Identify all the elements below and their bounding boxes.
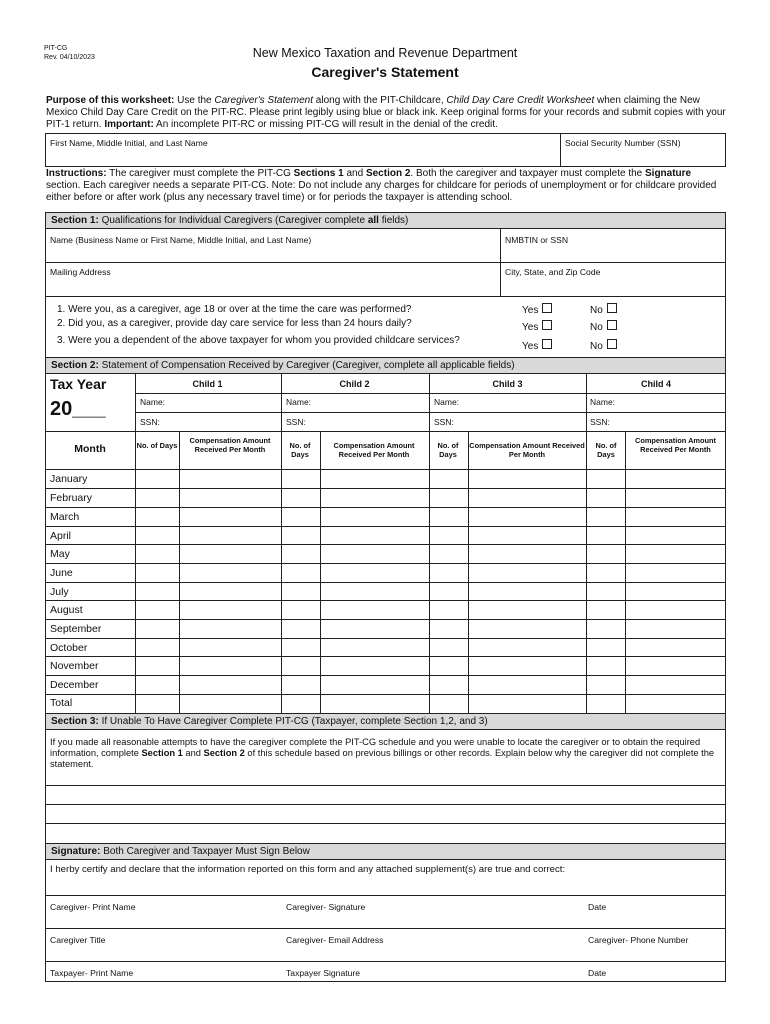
purpose-paragraph	[46, 95, 726, 131]
child-4-ssn-label: SSN:	[590, 417, 610, 427]
taxpayer-ssn-label: Social Security Number (SSN)	[565, 138, 681, 148]
taxpayer-date-field[interactable]	[588, 976, 718, 981]
signature-heading	[45, 843, 726, 860]
page-title: Caregiver's Statement	[311, 64, 459, 80]
child-3-comp-header: Compensation Amount Received Per Month	[469, 441, 585, 459]
caregiver-date-label: Date	[588, 902, 607, 912]
nmbtin-label: NMBTIN or SSN	[505, 235, 569, 245]
compensation-table-cell[interactable]	[587, 470, 625, 488]
compensation-table-cell[interactable]	[282, 470, 320, 488]
month-row: October	[50, 642, 88, 654]
section1-heading-end: fields)	[378, 215, 409, 226]
month-row: June	[50, 567, 73, 579]
revision-text: Rev. 04/10/2023	[44, 54, 95, 61]
compensation-table-cell[interactable]	[136, 620, 179, 638]
caregiver-date-field[interactable]	[588, 912, 718, 926]
child-2-comp-header: Compensation Amount Received Per Month	[333, 441, 415, 459]
child-3-days-header: No. of Days	[437, 441, 459, 459]
section3-text: If you made all reasonable attempts to have the caregiver complete the PIT-CG schedule and you were unable to locate the caregiver or to obtain the required information, complete	[50, 737, 701, 758]
taxpayer-name-label: First Name, Middle Initial, and Last Name	[50, 138, 208, 148]
compensation-table-cell[interactable]	[136, 564, 179, 582]
child-4-header: Child 4	[640, 379, 671, 389]
section3-instructions	[50, 737, 722, 770]
compensation-table-cell[interactable]	[587, 527, 625, 544]
compensation-table-cell[interactable]	[136, 583, 179, 600]
compensation-table-cell[interactable]	[282, 695, 320, 713]
month-row: November	[50, 660, 99, 672]
child-1-comp-header: Compensation Amount Received Per Month	[189, 436, 271, 454]
compensation-table-cell[interactable]	[469, 508, 586, 526]
compensation-table-cell[interactable]	[469, 620, 586, 638]
instructions-text: The caregiver must complete the PIT-CG	[106, 168, 294, 179]
compensation-table-cell[interactable]	[180, 489, 281, 507]
yes-label: Yes	[522, 322, 539, 333]
caregiver-title-field[interactable]	[50, 945, 275, 959]
explanation-line-2[interactable]	[46, 805, 725, 822]
month-header: Month	[74, 443, 106, 455]
compensation-table-cell[interactable]	[321, 508, 429, 526]
form-code-text: PIT-CG	[44, 45, 68, 52]
caregiver-print-name-field[interactable]	[50, 912, 275, 926]
no-label: No	[590, 322, 603, 333]
compensation-table-cell[interactable]	[430, 470, 468, 488]
compensation-table-cell[interactable]	[626, 508, 725, 526]
compensation-table-cell[interactable]	[282, 545, 320, 563]
compensation-table-cell[interactable]	[626, 583, 725, 600]
section1-heading	[45, 212, 726, 229]
compensation-table-cell[interactable]	[626, 564, 725, 582]
q1-yes-checkbox[interactable]	[542, 303, 552, 313]
compensation-table-cell[interactable]	[180, 620, 281, 638]
compensation-table-cell[interactable]	[587, 583, 625, 600]
compensation-table-cell[interactable]	[321, 657, 429, 675]
caregiver-signature-field[interactable]	[286, 912, 576, 926]
compensation-table-cell[interactable]	[136, 601, 179, 619]
compensation-table-cell[interactable]	[469, 583, 586, 600]
compensation-table-cell[interactable]	[430, 601, 468, 619]
compensation-table-cell[interactable]	[430, 545, 468, 563]
section1-heading-text: Qualifications for Individual Caregivers (Caregiver complete	[98, 215, 368, 226]
mailing-address-field[interactable]	[50, 279, 495, 293]
compensation-table-cell[interactable]	[321, 527, 429, 544]
compensation-table-cell[interactable]	[321, 601, 429, 619]
caregiver-email-label: Caregiver- Email Address	[286, 935, 384, 945]
compensation-table-cell[interactable]	[430, 564, 468, 582]
compensation-table-cell[interactable]	[136, 489, 179, 507]
nmbtin-field[interactable]	[505, 247, 720, 261]
compensation-table-cell[interactable]	[587, 545, 625, 563]
compensation-table-cell[interactable]	[282, 639, 320, 656]
compensation-table-cell[interactable]	[430, 676, 468, 694]
compensation-table-cell[interactable]	[180, 470, 281, 488]
signature-heading-text: Both Caregiver and Taxpayer Must Sign Below	[100, 846, 310, 857]
section3-bold: Section 2	[203, 748, 245, 758]
compensation-table-cell[interactable]	[321, 470, 429, 488]
q2-yes-checkbox[interactable]	[542, 320, 552, 330]
compensation-table-cell[interactable]	[626, 695, 725, 713]
taxpayer-signature-field[interactable]	[286, 976, 576, 981]
compensation-table-cell[interactable]	[626, 620, 725, 638]
section1-heading-bold: Section 1:	[51, 215, 99, 226]
q2-no[interactable]	[590, 320, 617, 333]
section3-heading-bold: Section 3:	[51, 716, 99, 727]
instructions-label: Instructions:	[46, 168, 107, 179]
compensation-table-cell[interactable]	[282, 657, 320, 675]
q2-yes[interactable]	[522, 320, 552, 333]
caregiver-phone-field[interactable]	[588, 945, 718, 959]
q1-no-checkbox[interactable]	[607, 303, 617, 313]
compensation-table-cell[interactable]	[626, 489, 725, 507]
compensation-table-cell[interactable]	[282, 527, 320, 544]
child-2-name-label: Name:	[286, 397, 312, 407]
caregiver-name-label: Name (Business Name or First Name, Middle Initial, and Last Name)	[50, 235, 312, 245]
compensation-table-cell[interactable]	[180, 657, 281, 675]
compensation-table-cell[interactable]	[587, 657, 625, 675]
section3-bold: Section 1	[141, 748, 183, 758]
compensation-table-cell[interactable]	[282, 508, 320, 526]
child-4-name-label: Name:	[590, 397, 616, 407]
compensation-table-cell[interactable]	[321, 639, 429, 656]
compensation-table-cell[interactable]	[282, 676, 320, 694]
compensation-table-cell[interactable]	[136, 470, 179, 488]
compensation-table-cell[interactable]	[587, 508, 625, 526]
compensation-table-cell[interactable]	[321, 583, 429, 600]
child-4-days-header: No. of Days	[595, 441, 617, 459]
yes-label: Yes	[522, 305, 539, 316]
compensation-table-cell[interactable]	[469, 470, 586, 488]
compensation-table-cell[interactable]	[587, 695, 625, 713]
taxpayer-ssn-field[interactable]	[565, 150, 720, 165]
purpose-italic: Child Day Care Credit Worksheet	[446, 95, 595, 106]
month-row: August	[50, 604, 83, 616]
month-row: July	[50, 586, 69, 598]
question-1: 1. Were you, as a caregiver, age 18 or over at the time the care was performed?	[57, 304, 412, 315]
compensation-table-cell[interactable]	[136, 527, 179, 544]
caregiver-name-field[interactable]	[50, 247, 495, 261]
q3-yes[interactable]	[522, 339, 552, 352]
instructions-paragraph	[46, 168, 728, 204]
taxpayer-print-name-field[interactable]	[50, 976, 275, 981]
compensation-table-cell[interactable]	[469, 695, 586, 713]
child-1-ssn-label: SSN:	[140, 417, 160, 427]
section1-heading-all: all	[367, 215, 379, 226]
caregiver-phone-label: Caregiver- Phone Number	[588, 935, 689, 945]
child-2-ssn-label: SSN:	[286, 417, 306, 427]
compensation-table-cell[interactable]	[430, 527, 468, 544]
instructions-bold: Sections 1	[293, 168, 344, 179]
compensation-table-cell[interactable]	[469, 601, 586, 619]
compensation-table-cell[interactable]	[282, 583, 320, 600]
purpose-text: along with the PIT-Childcare,	[313, 95, 447, 106]
compensation-table-cell[interactable]	[626, 601, 725, 619]
compensation-table-cell[interactable]	[587, 601, 625, 619]
compensation-table-cell[interactable]	[282, 601, 320, 619]
child-1-days-header: No. of Days	[136, 441, 178, 450]
month-row: May	[50, 548, 70, 560]
no-label: No	[590, 305, 603, 316]
compensation-table-cell[interactable]	[430, 583, 468, 600]
compensation-table-cell[interactable]	[626, 639, 725, 656]
certification-text: I herby certify and declare that the information reported on this form and any attached supplement(s) are true and correct:	[50, 864, 566, 875]
section3-text: of this schedule based on previous billings or other records. Explain below why the caregiver did not complete the statement.	[50, 748, 715, 769]
compensation-table-cell[interactable]	[180, 545, 281, 563]
compensation-table-cell[interactable]	[469, 639, 586, 656]
compensation-table-cell[interactable]	[321, 695, 429, 713]
compensation-table-cell[interactable]	[430, 489, 468, 507]
compensation-table-cell[interactable]	[180, 583, 281, 600]
no-label: No	[590, 341, 603, 352]
compensation-table-cell[interactable]	[180, 676, 281, 694]
compensation-table-cell[interactable]	[430, 695, 468, 713]
yes-label: Yes	[522, 341, 539, 352]
month-row: March	[50, 511, 80, 523]
instructions-bold: Section 2	[365, 168, 411, 179]
compensation-table-cell[interactable]	[136, 676, 179, 694]
month-row: September	[50, 623, 102, 635]
section2-heading-text: Statement of Compensation Received by Caregiver (Caregiver, complete all applicable fields)	[98, 360, 515, 371]
instructions-bold: Signature	[645, 168, 692, 179]
compensation-table-cell[interactable]	[282, 620, 320, 638]
section3-text: and	[182, 748, 204, 758]
compensation-table-cell[interactable]	[430, 508, 468, 526]
explanation-line-3[interactable]	[46, 824, 725, 841]
compensation-table-cell[interactable]	[136, 508, 179, 526]
question-2: 2. Did you, as a caregiver, provide day care service for less than 24 hours daily?	[57, 318, 412, 329]
child-2-days-header: No. of Days	[289, 441, 311, 459]
compensation-table-cell[interactable]	[180, 527, 281, 544]
q3-no[interactable]	[590, 339, 617, 352]
section2-heading-bold: Section 2:	[51, 360, 99, 371]
compensation-table-cell[interactable]	[587, 564, 625, 582]
month-row: January	[50, 473, 88, 485]
section3-heading-text: If Unable To Have Caregiver Complete PIT-CG (Taxpayer, complete Section 1,2, and 3)	[98, 716, 488, 727]
mailing-address-label: Mailing Address	[50, 267, 111, 277]
compensation-table-cell[interactable]	[626, 527, 725, 544]
compensation-table-cell[interactable]	[136, 639, 179, 656]
caregiver-title-label: Caregiver Title	[50, 935, 106, 945]
city-state-zip-label: City, State, and Zip Code	[505, 267, 601, 277]
compensation-table-cell[interactable]	[469, 489, 586, 507]
question-3: 3. Were you a dependent of the above taxpayer for whom you provided childcare services?	[57, 335, 460, 346]
compensation-table-cell[interactable]	[626, 676, 725, 694]
caregiver-print-name-label: Caregiver- Print Name	[50, 902, 136, 912]
purpose-italic: Caregiver's Statement	[214, 95, 314, 106]
compensation-table-cell[interactable]	[180, 639, 281, 656]
child-1-header: Child 1	[192, 379, 223, 389]
instructions-text: section. Each caregiver needs a separate PIT-CG. Note: Do not include any charges for childcare for periods of unemployment or for childcare provided either before or after work (plus any necessary travel time) or for periods the taxpayer is attending school.	[46, 180, 717, 203]
caregiver-email-field[interactable]	[286, 945, 576, 959]
instructions-text: . Both the caregiver and taxpayer must complete the	[410, 168, 645, 179]
compensation-table-cell[interactable]	[321, 620, 429, 638]
tax-year-value[interactable]: 20___	[50, 398, 106, 420]
compensation-table-cell[interactable]	[430, 639, 468, 656]
compensation-table-cell[interactable]	[469, 527, 586, 544]
compensation-table-cell[interactable]	[469, 676, 586, 694]
child-3-header: Child 3	[492, 379, 523, 389]
month-row: April	[50, 530, 72, 542]
tax-year-label: Tax Year	[50, 376, 107, 392]
compensation-table-cell[interactable]	[587, 676, 625, 694]
compensation-table-cell[interactable]	[469, 564, 586, 582]
month-row: December	[50, 679, 99, 691]
q1-yes[interactable]	[522, 303, 552, 316]
purpose-text: Use the	[174, 95, 215, 106]
instructions-text: and	[343, 168, 366, 179]
important-label: Important:	[104, 119, 154, 130]
child-3-ssn-label: SSN:	[434, 417, 454, 427]
compensation-table-cell[interactable]	[321, 564, 429, 582]
child-4-comp-header: Compensation Amount Received Per Month	[634, 436, 717, 454]
compensation-table-cell[interactable]	[430, 657, 468, 675]
compensation-table-cell[interactable]	[136, 695, 179, 713]
compensation-table-cell[interactable]	[587, 639, 625, 656]
compensation-table-cell[interactable]	[180, 508, 281, 526]
caregiver-signature-label: Caregiver- Signature	[286, 902, 366, 912]
taxpayer-print-name-label: Taxpayer- Print Name	[50, 968, 134, 978]
department-name: New Mexico Taxation and Revenue Department	[252, 46, 518, 60]
purpose-text: when claiming the New Mexico Child Day Care Credit on the PIT-RC. Please print legibly using blue or black ink. Keep original forms for your records and submit copies with your PIT-1 return.	[46, 95, 726, 130]
explanation-line-1[interactable]	[46, 786, 725, 803]
compensation-table-cell[interactable]	[587, 489, 625, 507]
child-3-name-label: Name:	[434, 397, 460, 407]
purpose-label: Purpose of this worksheet:	[46, 95, 175, 106]
taxpayer-name-field[interactable]	[50, 150, 555, 165]
total-row: Total	[50, 697, 73, 709]
compensation-table-cell[interactable]	[626, 657, 725, 675]
compensation-table-cell[interactable]	[282, 489, 320, 507]
compensation-table-cell[interactable]	[469, 657, 586, 675]
compensation-table-cell[interactable]	[282, 564, 320, 582]
compensation-table-cell[interactable]	[430, 620, 468, 638]
month-row: February	[50, 492, 93, 504]
compensation-table-cell[interactable]	[180, 695, 281, 713]
compensation-table-cell[interactable]	[626, 545, 725, 563]
compensation-table-cell[interactable]	[180, 601, 281, 619]
compensation-table-cell[interactable]	[136, 545, 179, 563]
taxpayer-signature-label: Taxpayer Signature	[286, 968, 361, 978]
compensation-table-cell[interactable]	[321, 545, 429, 563]
compensation-table-cell[interactable]	[626, 470, 725, 488]
child-2-header: Child 2	[339, 379, 370, 389]
compensation-table-cell[interactable]	[321, 676, 429, 694]
compensation-table-cell[interactable]	[469, 545, 586, 563]
q1-no[interactable]	[590, 303, 617, 316]
compensation-table-cell[interactable]	[180, 564, 281, 582]
section3-heading	[45, 713, 726, 730]
taxpayer-date-label: Date	[588, 968, 607, 978]
q2-no-checkbox[interactable]	[607, 320, 617, 330]
compensation-table-cell[interactable]	[321, 489, 429, 507]
section2-heading	[45, 357, 726, 374]
q3-no-checkbox[interactable]	[607, 339, 617, 349]
child-1-name-label: Name:	[140, 397, 166, 407]
purpose-text: An incomplete PIT-RC or missing PIT-CG will result in the denial of the credit.	[153, 119, 498, 130]
signature-heading-bold: Signature:	[51, 846, 101, 857]
q3-yes-checkbox[interactable]	[542, 339, 552, 349]
compensation-table-cell[interactable]	[587, 620, 625, 638]
city-state-zip-field[interactable]	[505, 279, 720, 293]
compensation-table-cell[interactable]	[136, 657, 179, 675]
